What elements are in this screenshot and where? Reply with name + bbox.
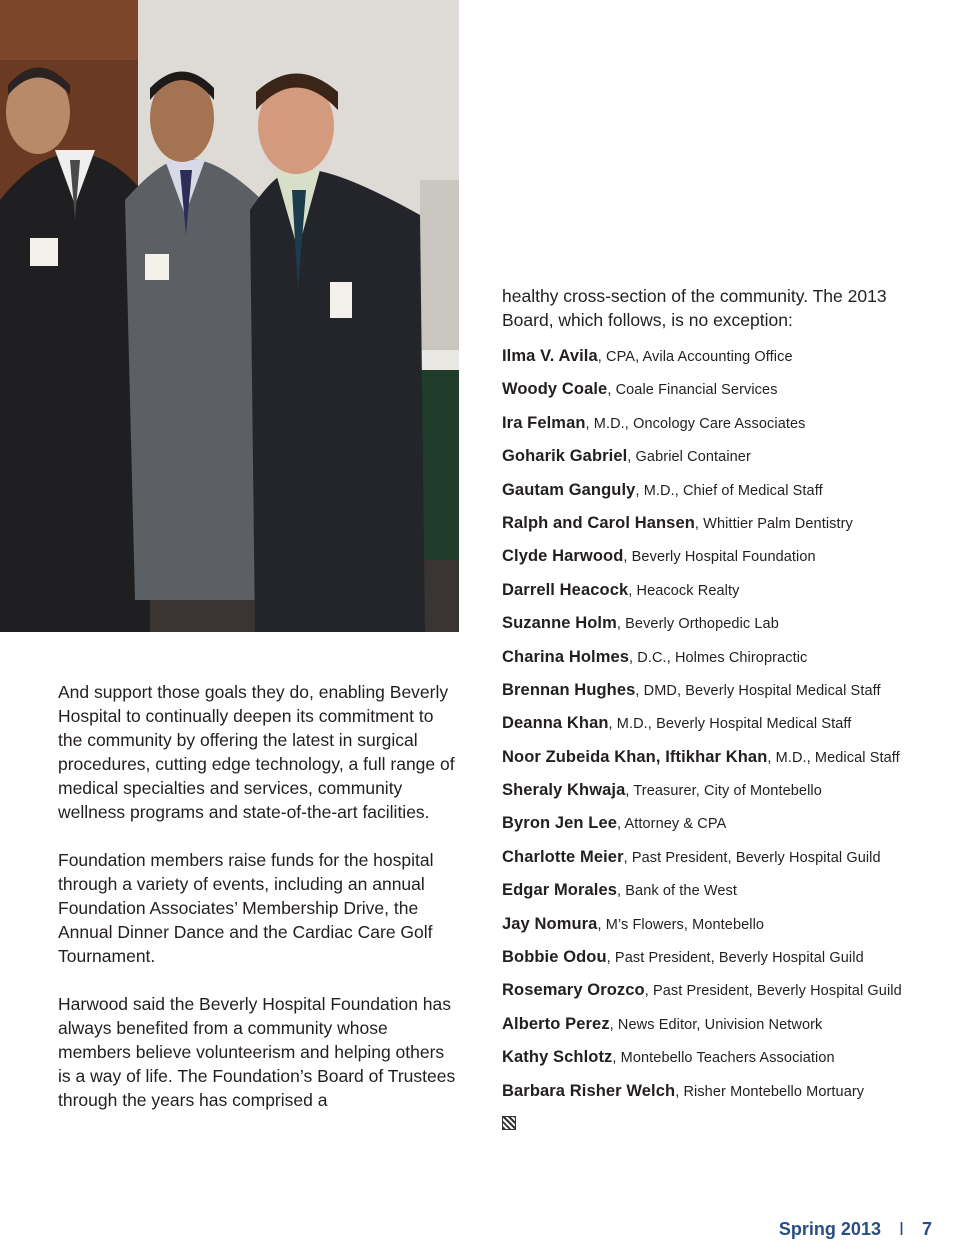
board-member-affiliation: , D.C., Holmes Chiropractic (629, 649, 808, 666)
board-member-name: Barbara Risher Welch (502, 1081, 676, 1100)
board-member-affiliation: , Risher Montebello Mortuary (675, 1083, 865, 1100)
board-member-name: Sheraly Khwaja (502, 781, 626, 800)
board-member-item (502, 1081, 942, 1114)
board-member-affiliation: , Gabriel Container (627, 449, 751, 466)
board-intro: healthy cross-section of the community. The 2013 Board, which follows, is no exception: (502, 286, 887, 330)
board-member-affiliation: , Beverly Hospital Foundation (623, 549, 816, 566)
board-member-affiliation: , CPA, Avila Accounting Office (597, 349, 793, 365)
board-member-name: Kathy Schlotz (502, 1048, 613, 1067)
board-member-affiliation: , Heacock Realty (628, 582, 740, 599)
board-member-affiliation: , M.D., Oncology Care Associates (585, 415, 806, 432)
board-member-item (502, 780, 942, 813)
board-member-item (502, 413, 942, 446)
board-member-name: Ilma V. Avila (502, 347, 598, 365)
board-member-item (502, 480, 942, 513)
board-member-name: Byron Jen Lee (502, 814, 618, 833)
board-member-affiliation: , Attorney & CPA (617, 816, 727, 833)
board-member-name: Charlotte Meier (502, 847, 624, 866)
article-left-column (58, 680, 458, 1136)
board-member-affiliation: , Bank of the West (617, 883, 738, 900)
issue-label: Spring 2013 (778, 1219, 881, 1239)
board-member-item (502, 513, 942, 546)
article-photo (0, 0, 459, 632)
board-member-name: Gautam Ganguly (502, 480, 636, 499)
board-member-item (502, 713, 942, 746)
page-number: 7 (921, 1219, 932, 1239)
board-member-item (502, 580, 942, 613)
board-member-item (502, 980, 942, 1013)
board-member-name: Deanna Khan (502, 714, 609, 733)
board-member-item (502, 947, 942, 980)
board-member-name: Darrell Heacock (502, 580, 629, 599)
board-member-name: Clyde Harwood (502, 547, 624, 566)
board-member-affiliation: , DMD, Beverly Hospital Medical Staff (635, 682, 881, 699)
board-member-item (502, 847, 942, 880)
board-member-affiliation: , M.D., Medical Staff (767, 749, 900, 766)
board-member-affiliation: , Coale Financial Services (607, 382, 778, 399)
board-member-item (502, 613, 942, 646)
board-member-item (502, 680, 942, 713)
board-member-affiliation: , News Editor, Univision Network (609, 1016, 823, 1033)
board-member-name: Bobbie Odou (502, 948, 607, 967)
board-member-item (502, 914, 942, 947)
page-footer (779, 1219, 932, 1240)
board-member-item (502, 379, 942, 412)
board-member-affiliation: , Treasurer, City of Montebello (625, 783, 822, 800)
board-member-name: Rosemary Orozco (502, 981, 645, 1000)
board-member-name: Suzanne Holm (502, 614, 617, 633)
board-member-affiliation: , Montebello Teachers Association (612, 1050, 835, 1067)
group-photo-icon (0, 0, 459, 632)
board-member-item (502, 446, 942, 479)
board-member-item (502, 346, 942, 379)
board-member-item (502, 1014, 942, 1047)
board-member-name: Jay Nomura (502, 914, 598, 933)
board-member-name: Edgar Morales (502, 881, 618, 900)
board-member-name: Goharik Gabriel (502, 447, 628, 466)
article-right-column (502, 284, 942, 1135)
board-member-name: Ira Felman (502, 413, 586, 432)
board-member-affiliation: , M’s Flowers, Montebello (597, 916, 765, 933)
footer-separator: I (898, 1219, 904, 1239)
board-member-affiliation: , Beverly Orthopedic Lab (616, 616, 779, 633)
board-member-item (502, 747, 942, 780)
paragraph: And support those goals they do, enabling Beverly Hospital to continually deepen its commitment to the community by offering the latest in surgical procedures, cutting edge technology, a full range of medical specialties and services, community wellness programs and state-of-the-art facilities. (58, 682, 455, 822)
board-member-item (502, 813, 942, 846)
board-member-name: Charina Holmes (502, 647, 630, 666)
end-of-article-square-icon (502, 1116, 516, 1130)
board-member-item (502, 880, 942, 913)
board-member-affiliation: , Past President, Beverly Hospital Guild (644, 983, 902, 1000)
board-member-name: Alberto Perez (502, 1014, 610, 1033)
board-member-item (502, 1047, 942, 1080)
board-member-affiliation: , Past President, Beverly Hospital Guild (606, 950, 864, 967)
board-member-item (502, 647, 942, 680)
board-member-item (502, 546, 942, 579)
board-member-name: Ralph and Carol Hansen (502, 513, 695, 532)
board-member-affiliation: , Past President, Beverly Hospital Guild (623, 849, 881, 866)
board-member-list (502, 346, 942, 1114)
board-member-name: Woody Coale (502, 380, 608, 399)
board-member-affiliation: , Whittier Palm Dentistry (694, 515, 853, 532)
paragraph: Foundation members raise funds for the hospital through a variety of events, including an annual Foundation Associates’ Membership Drive, the Annual Dinner Dance and the Cardiac Care Golf Tournament. (58, 850, 434, 966)
board-member-name: Noor Zubeida Khan, Iftikhar Khan (502, 747, 768, 766)
board-member-affiliation: , M.D., Chief of Medical Staff (635, 482, 823, 499)
board-member-affiliation: , M.D., Beverly Hospital Medical Staff (608, 716, 852, 733)
paragraph: Harwood said the Beverly Hospital Foundation has always benefited from a community whose members believe volunteerism and helping others is a way of life. The Foundation’s Board of Trustees through the years has comprised a (58, 994, 456, 1110)
board-member-name: Brennan Hughes (502, 680, 636, 699)
